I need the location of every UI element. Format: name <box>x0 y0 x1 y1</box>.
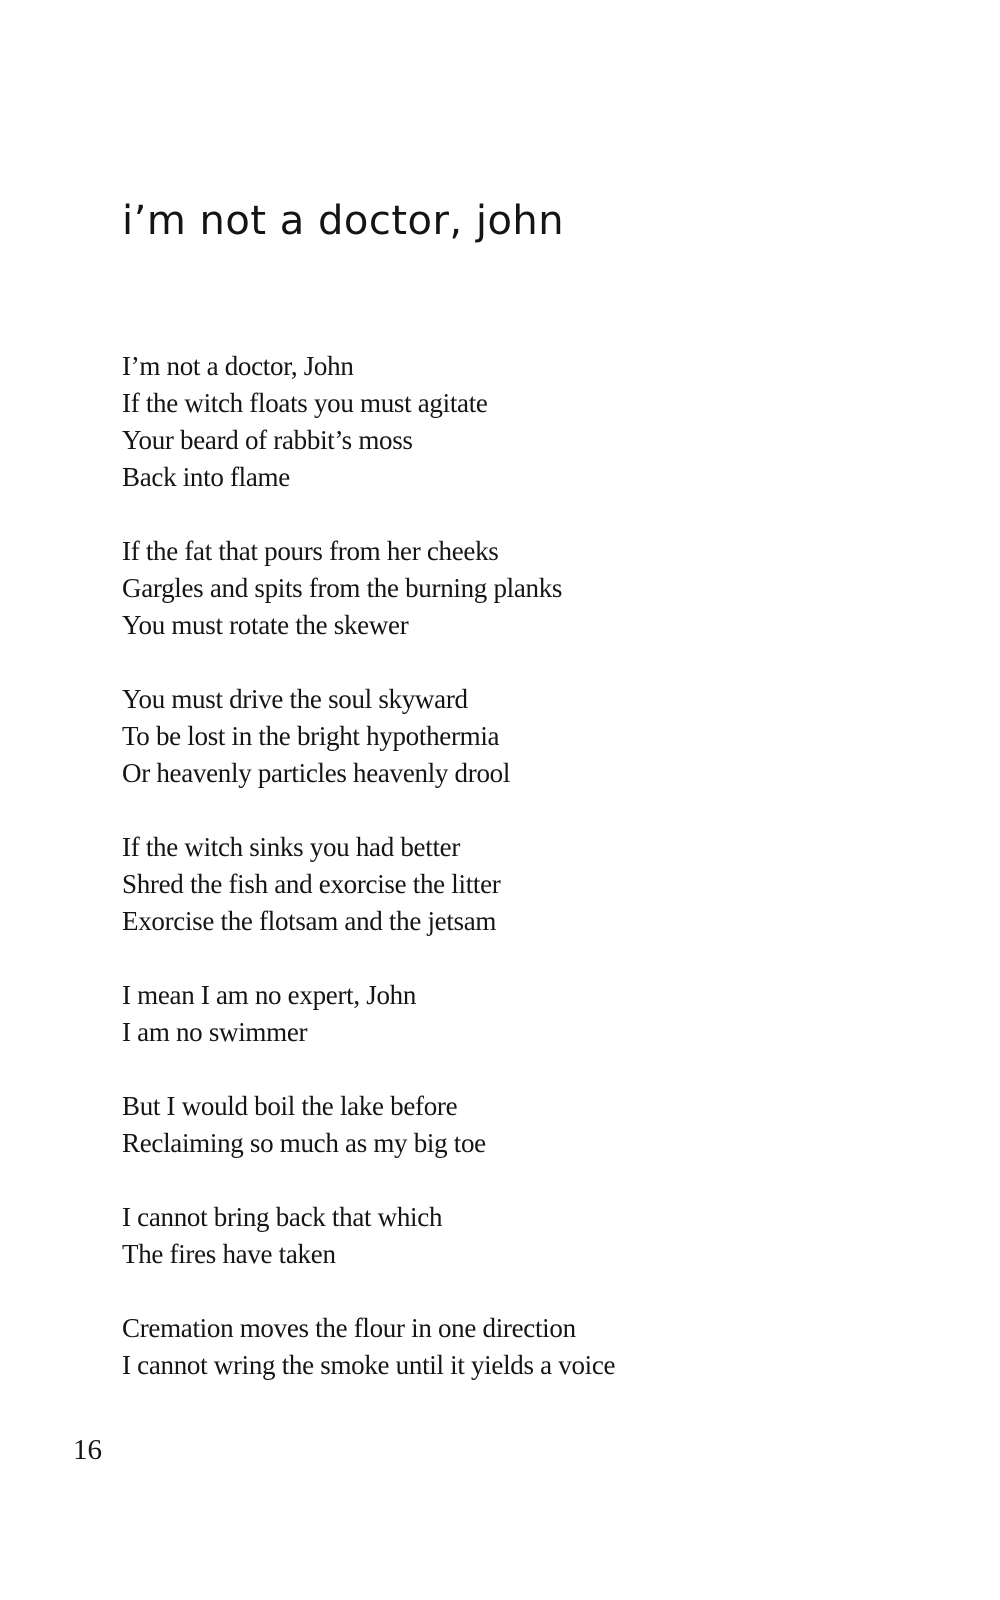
stanza <box>122 348 615 496</box>
poem-line: You must rotate the skewer <box>122 610 409 640</box>
poem-line: Shred the fish and exorcise the litter <box>122 869 501 899</box>
poem-title: i’m not a doctor, john <box>122 198 565 244</box>
poem-line: I cannot wring the smoke until it yields a voice <box>122 1350 616 1380</box>
poem-line: I cannot bring back that which <box>122 1202 443 1232</box>
poem-line: To be lost in the bright hypothermia <box>122 721 500 751</box>
stanza <box>122 533 615 644</box>
poem-line: Exorcise the flotsam and the jetsam <box>122 906 497 936</box>
stanza <box>122 1199 615 1273</box>
poem-line: Your beard of rabbit’s moss <box>122 425 413 455</box>
stanza <box>122 829 615 940</box>
poem-line: If the fat that pours from her cheeks <box>122 536 499 566</box>
poem-line: The fires have taken <box>122 1239 336 1269</box>
stanza <box>122 1310 615 1384</box>
poem-body <box>122 348 615 1421</box>
poem-line: But I would boil the lake before <box>122 1091 458 1121</box>
poem-line: You must drive the soul skyward <box>122 684 468 714</box>
page-number: 16 <box>73 1434 102 1466</box>
poem-line: Reclaiming so much as my big toe <box>122 1128 486 1158</box>
poem-line: I mean I am no expert, John <box>122 980 417 1010</box>
poem-line: I’m not a doctor, John <box>122 351 354 381</box>
poem-line: Cremation moves the flour in one direction <box>122 1313 576 1343</box>
stanza <box>122 681 615 792</box>
stanza <box>122 1088 615 1162</box>
stanza <box>122 977 615 1051</box>
poem-line: Back into flame <box>122 462 290 492</box>
poem-line: I am no swimmer <box>122 1017 308 1047</box>
poem-line: If the witch sinks you had better <box>122 832 461 862</box>
poem-line: Gargles and spits from the burning planks <box>122 573 563 603</box>
poem-line: Or heavenly particles heavenly drool <box>122 758 511 788</box>
poem-line: If the witch floats you must agitate <box>122 388 488 418</box>
